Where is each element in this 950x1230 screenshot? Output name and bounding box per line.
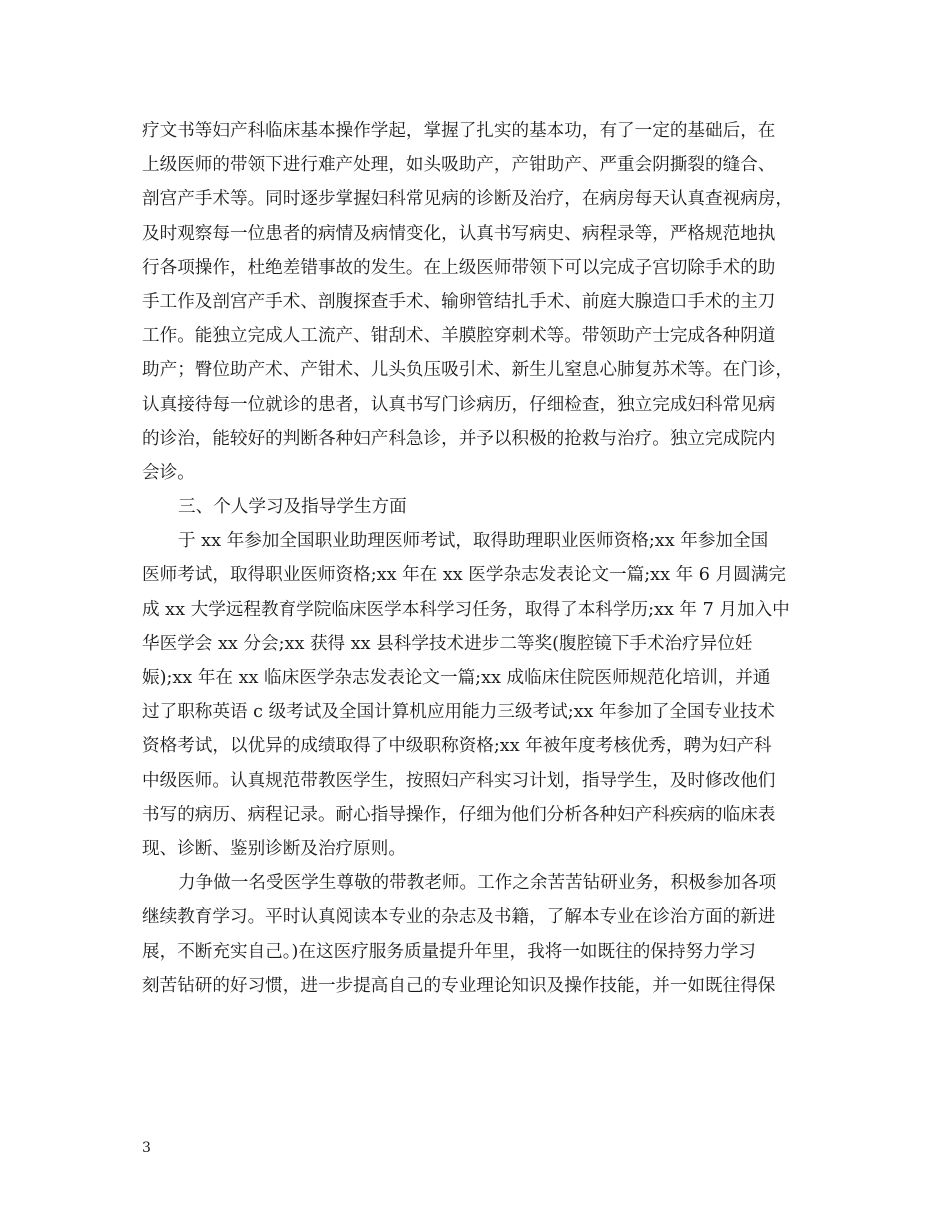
text-line: 会诊。 xyxy=(142,462,195,483)
text-line: 过了职称英语 c 级考试及全国计算机应用能力三级考试;xx 年参加了全国专业技术 xyxy=(142,702,776,723)
text-line: 娠);xx 年在 xx 临床医学杂志发表论文一篇;xx 成临床住院医师规范化培训，并通 xyxy=(142,668,771,688)
text-line: 继续教育学习。平时认真阅读本专业的杂志及书籍，了解本专业在诊治方面的新进 xyxy=(142,907,776,928)
text-line: 力争做一名受医学生尊敬的带教老师。工作之余苦苦钻研业务，积极参加各项 xyxy=(178,873,777,894)
section-heading: 三、个人学习及指导学生方面 xyxy=(178,497,407,518)
text-line: 展，不断充实自己。)在这医疗服务质量提升年里，我将一如既往的保持努力学习 xyxy=(142,941,756,962)
text-line: 助产；臀位助产术、产钳术、儿头负压吸引术、新生儿窒息心肺复苏术等。在门诊， xyxy=(142,360,793,381)
text-line: 手工作及剖宫产手术、剖腹探查手术、输卵管结扎手术、前庭大腺造口手术的主刀 xyxy=(142,291,776,312)
text-line: 认真接待每一位就诊的患者，认真书写门诊病历，仔细检查，独立完成妇科常见病 xyxy=(142,394,776,415)
text-line: 及时观察每一位患者的病情及病情变化，认真书写病史、病程录等，严格规范地执 xyxy=(142,223,776,244)
text-line: 刻苦钻研的好习惯，进一步提高自己的专业理论知识及操作技能，并一如既往得保 xyxy=(142,975,776,996)
page-number: 3 xyxy=(142,1140,151,1156)
text-line: 成 xx 大学远程教育学院临床医学本科学习任务，取得了本科学历;xx 年 7 月加入中 xyxy=(142,599,790,620)
text-line: 工作。能独立完成人工流产、钳刮术、羊膜腔穿刺术等。带领助产士完成各种阴道 xyxy=(142,326,776,347)
text-line: 华医学会 xx 分会;xx 获得 xx 县科学技术进步二等奖(腹腔镜下手术治疗异位妊 xyxy=(142,633,753,654)
text-line: 剖宫产手术等。同时逐步掌握妇科常见病的诊断及治疗，在病房每天认真查视病房， xyxy=(142,189,793,210)
text-line: 行各项操作，杜绝差错事故的发生。在上级医师带领下可以完成子宫切除手术的助 xyxy=(142,257,776,278)
text-line: 中级医师。认真规范带教医学生，按照妇产科实习计划，指导学生，及时修改他们 xyxy=(142,770,776,791)
text-line: 的诊治，能较好的判断各种妇产科急诊，并予以积极的抢救与治疗。独立完成院内 xyxy=(142,428,776,449)
text-line: 医师考试，取得职业医师资格;xx 年在 xx 医学杂志发表论文一篇;xx 年 6 月圆满完 xyxy=(142,565,786,586)
text-line: 上级医师的带领下进行难产处理，如头吸助产，产钳助产、严重会阴撕裂的缝合、 xyxy=(142,155,776,176)
text-line: 疗文书等妇产科临床基本操作学起，掌握了扎实的基本功，有了一定的基础后，在 xyxy=(142,121,776,141)
text-line: 现、诊断、鉴别诊断及治疗原则。 xyxy=(142,838,406,859)
text-line: 资格考试，以优异的成绩取得了中级职称资格;xx 年被年度考核优秀，聘为妇产科 xyxy=(142,736,772,757)
body-text xyxy=(142,114,832,1003)
text-line: 书写的病历、病程记录。耐心指导操作，仔细为他们分析各种妇产科疾病的临床表 xyxy=(142,804,776,825)
text-line: 于 xx 年参加全国职业助理医师考试，取得助理职业医师资格;xx 年参加全国 xyxy=(178,531,769,552)
